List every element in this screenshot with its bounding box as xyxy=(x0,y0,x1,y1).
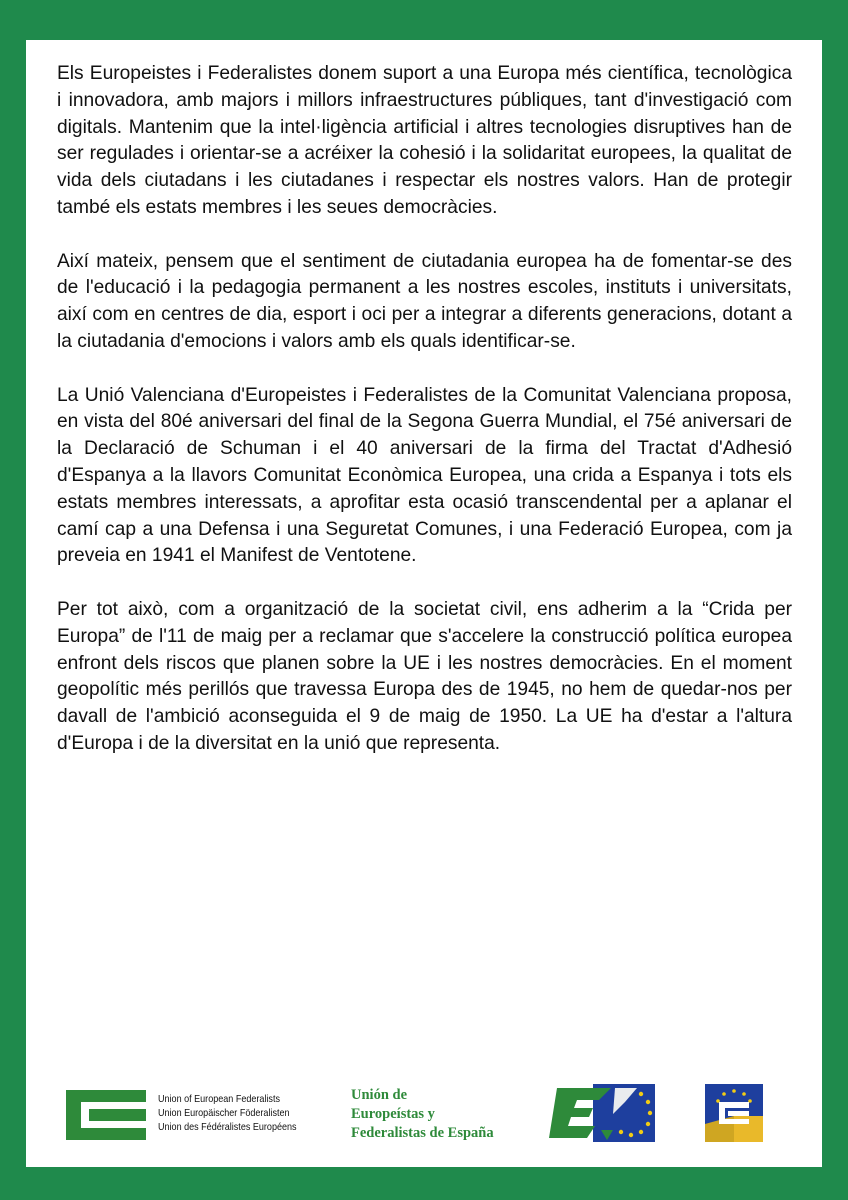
uefe-name-line-2: Europeístas y xyxy=(351,1106,435,1122)
logo-footer xyxy=(26,1080,822,1150)
uefe-name-line-3: Federalistas de España xyxy=(351,1125,494,1141)
uefe-logo-mark xyxy=(549,1084,655,1142)
uef-name-en: Union of European Federalists xyxy=(158,1093,280,1105)
uef-name-de: Union Europäischer Föderalisten xyxy=(158,1107,290,1119)
paragraph-1: Els Europeistes i Federalistes donem suport a una Europa més científica, tecnològica i innovadora, amb majors i millors infraestructures públiques, tant d'investigació com digitals. Mantenim que la intel·ligència artificial i altres tecnologies disruptives han de ser regulades i orientar-se a acréixer la cohesió i la solidaritat europees, la qualitat de vida dels ciutadans i les ciutadanes i respectar els nostres valors. Han de protegir també els estats membres i les seues democràcies. xyxy=(57,63,792,218)
uefe-logo-text xyxy=(351,1086,494,1143)
jef-flag-icon xyxy=(705,1084,763,1142)
document-page xyxy=(26,40,822,1167)
uefe-flag-e-icon xyxy=(549,1084,655,1142)
paragraph-2: Així mateix, pensem que el sentiment de ciutadania europea ha de fomentar-se des de l'educació i la pedagogia permanent a les nostres escoles, instituts i universitats, així com en centres de dia, esport i oci per a integrar a diferents generacions, dotant a la ciutadania d'emocions i valors amb els quals identificar-se. xyxy=(57,250,792,352)
uef-name xyxy=(158,1092,297,1134)
uef-logo xyxy=(66,1090,306,1140)
paragraph-4: Per tot això, com a organització de la societat civil, ens adherim a la “Crida per Europa” de l'11 de maig per a reclamar que s'accelere la construcció política europea enfront dels riscos que planen sobre la UE i les nostres democràcies. En el moment geopolític més perillós que travessa Europa des de 1945, no hem de quedar-nos per davall de l'ambició aconseguida el 9 de maig de 1950. La UE ha d'estar a l'altura d'Europa i de la diversitat en la unió que representa. xyxy=(57,598,792,754)
document-body xyxy=(57,61,792,785)
paragraph-3: La Unió Valenciana d'Europeistes i Federalistes de la Comunitat Valenciana proposa, en vista del 80é aniversari del final de la Segona Guerra Mundial, el 75é aniversari de la Declaració de Schuman i el 40 aniversari de la firma del Tractat d'Adhesió d'Espanya a la llavors Comunitat Econòmica Europea, una crida a Espanya i tots els estats membres interessats, a aprofitar esta ocasió transcendental per a aplanar el camí cap a una Defensa i una Seguretat Comunes, i una Federació Europea, com ja preveia en 1941 el Manifest de Ventotene. xyxy=(57,384,792,567)
uefe-name-line-1: Unión de xyxy=(351,1087,408,1103)
uef-name-fr: Union des Fédéralistes Européens xyxy=(158,1121,297,1133)
uef-e-mark-icon xyxy=(66,1090,150,1140)
jef-logo xyxy=(705,1084,763,1142)
